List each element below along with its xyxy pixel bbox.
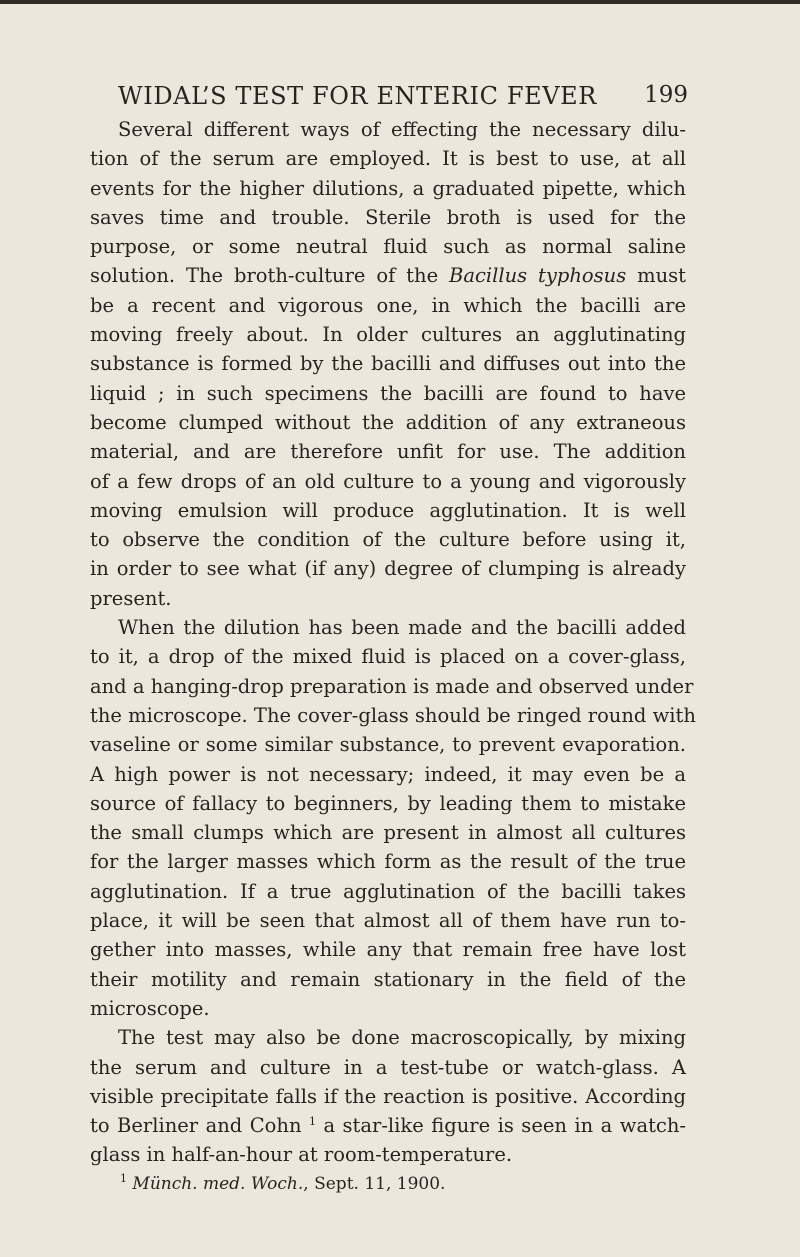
footnote-marker: 1 [120, 1171, 127, 1185]
text-line-with-footnote-ref [90, 1111, 686, 1140]
text-line: solution. The broth-culture of the Bacillus typhosus must [90, 264, 687, 288]
text-line: glass in half-an-hour at room-temperature. [90, 1143, 513, 1167]
text-span: a star-like figure is seen in a watch- [315, 1114, 686, 1138]
text-line: and a hanging-drop preparation is made and observed under [90, 674, 694, 698]
text-line: purpose, or some neutral fluid such as normal saline [90, 235, 686, 259]
text-line: A high power is not necessary; indeed, it may even be a [90, 762, 686, 786]
text-line: to it, a drop of the mixed fluid is placed on a cover-glass, [90, 645, 686, 669]
text-line: moving emulsion will produce agglutination. It is well [90, 498, 686, 522]
text-line: gether into masses, while any that remain free have lost [90, 938, 686, 962]
text-line: material, and are therefore unfit for use. The addition [90, 440, 686, 464]
text-line: tion of the serum are employed. It is best to use, at all [90, 147, 686, 171]
text-line: present. [90, 586, 172, 610]
text-line: events for the higher dilutions, a graduated pipette, which [90, 176, 686, 200]
text-line: for the larger masses which form as the result of the true [90, 850, 686, 874]
text-line: to observe the condition of the culture before using it, [90, 528, 686, 552]
text-line: become clumped without the addition of any extraneous [90, 410, 686, 434]
footnote-reference: 1 [308, 1115, 316, 1129]
text-line: place, it will be seen that almost all of them have run to- [90, 909, 686, 933]
body-text [90, 115, 696, 1196]
text-line: Several different ways of effecting the necessary dilu- [118, 118, 686, 141]
text-line: be a recent and vigorous one, in which the bacilli are [90, 293, 686, 317]
text-line: liquid ; in such specimens the bacilli are found to have [90, 381, 686, 405]
text-line: microscope. [90, 996, 210, 1020]
text-line: the serum and culture in a test-tube or watch-glass. A [90, 1055, 686, 1079]
text-line: the microscope. The cover-glass should be ringed round with [90, 703, 696, 727]
text-line: the small clumps which are present in almost all cultures [90, 821, 686, 845]
text-line: When the dilution has been made and the bacilli added [118, 616, 686, 640]
text-line: saves time and trouble. Sterile broth is used for the [90, 205, 686, 229]
text-line: agglutination. If a true agglutination of the bacilli takes [90, 879, 686, 903]
text-line: their motility and remain stationary in the field of the [90, 967, 686, 991]
footnote [90, 1172, 686, 1196]
running-header [118, 82, 688, 116]
footnote-citation: , Sept. 11, 1900. [303, 1173, 446, 1194]
text-line: in order to see what (if any) degree of clumping is already [90, 557, 686, 581]
text-line: visible precipitate falls if the reaction is positive. According [90, 1084, 686, 1108]
text-line: of a few drops of an old culture to a young and vigorously [90, 469, 686, 493]
text-line: The test may also be done macroscopically, by mixing [118, 1026, 686, 1050]
text-line: moving freely about. In older cultures an agglutinating [90, 323, 686, 347]
text-line: vaseline or some similar substance, to prevent evaporation. [90, 733, 686, 757]
text-span: to Berliner and Cohn [90, 1114, 302, 1138]
species-name: Bacillus typhosus [449, 264, 627, 288]
top-border-rule [0, 0, 800, 4]
footnote-source: Münch. med. Woch. [132, 1173, 304, 1194]
text-line: source of fallacy to beginners, by leading them to mistake [90, 791, 686, 815]
page-number: 199 [644, 82, 688, 108]
running-title: WIDAL’S TEST FOR ENTERIC FEVER [118, 82, 597, 110]
text-line: substance is formed by the bacilli and diffuses out into the [90, 352, 686, 376]
